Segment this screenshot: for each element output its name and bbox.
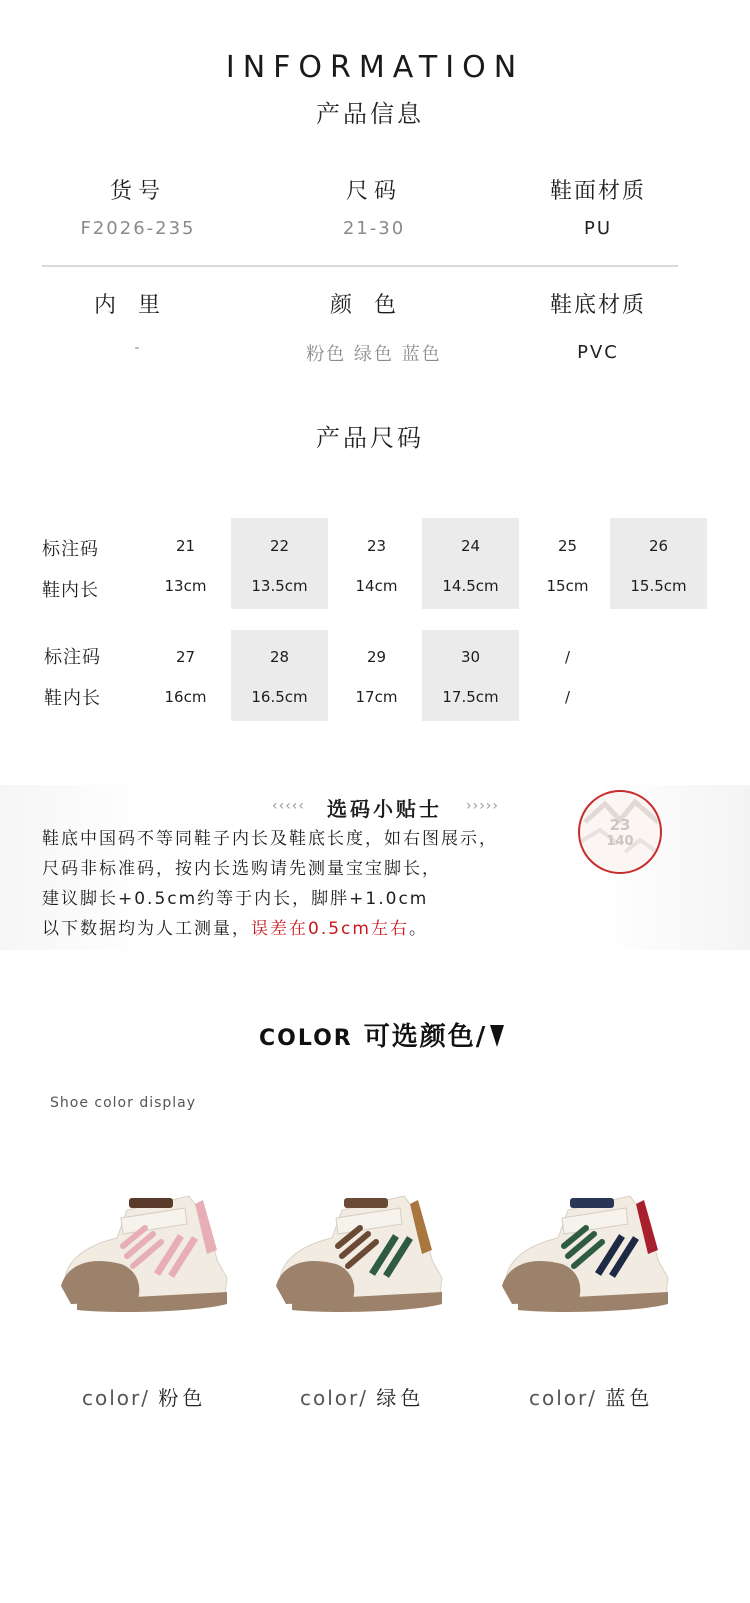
tips-line: 建议脚长+0.5cm约等于内长，脚胖+1.0cm <box>42 889 429 909</box>
color-label-name: 蓝色 <box>605 1386 654 1410</box>
size-value: 26 <box>648 537 669 555</box>
color-label-blue <box>529 1382 653 1411</box>
badge-length-text: 140 <box>606 834 634 849</box>
down-triangle-icon <box>490 1025 504 1047</box>
tips-line: 尺码非标准码，按内长选购请先测量宝宝脚长， <box>42 859 441 879</box>
info-label-upper: 鞋面材质 <box>549 179 646 204</box>
length-value: 14cm <box>355 577 398 595</box>
tips-line <box>42 914 428 939</box>
info-label-sole: 鞋底材质 <box>549 293 646 318</box>
length-row-label: 鞋内长 <box>44 688 101 709</box>
tips-text: 。 <box>408 919 428 939</box>
color-label-name: 粉色 <box>158 1386 207 1410</box>
size-chart-title: 产品尺码 <box>316 424 424 452</box>
info-value-size: 21-30 <box>342 218 406 239</box>
info-value-lining: - <box>134 340 142 356</box>
shoe-image-blue <box>498 1190 678 1320</box>
color-label-prefix: color/ <box>82 1386 150 1410</box>
size-value: 28 <box>269 648 290 666</box>
shoe-green-icon <box>272 1190 452 1320</box>
length-value: 13cm <box>164 577 207 595</box>
info-value-item-no: F2026-235 <box>80 218 196 239</box>
size-row-label: 标注码 <box>42 539 99 560</box>
size-value: 24 <box>460 537 481 555</box>
size-cell-shade <box>610 518 707 609</box>
sole-size-badge <box>578 790 662 874</box>
shoe-blue-icon <box>498 1190 678 1320</box>
size-value: 29 <box>366 648 387 666</box>
info-value-sole: PVC <box>577 342 619 363</box>
size-value: 21 <box>175 537 196 555</box>
size-value: / <box>564 648 571 666</box>
info-label-item-no: 货号 <box>109 179 166 204</box>
color-label-prefix: color/ <box>300 1386 368 1410</box>
shoe-display-caption: Shoe color display <box>50 1095 197 1111</box>
size-value: 25 <box>557 537 578 555</box>
tips-text: 以下数据均为人工测量， <box>42 919 251 939</box>
color-label-pink <box>82 1382 206 1411</box>
size-cell-shade <box>422 518 519 609</box>
length-value: 16.5cm <box>251 688 308 706</box>
size-value: 23 <box>366 537 387 555</box>
info-value-upper: PU <box>583 218 613 239</box>
tips-title: 选码小贴士 <box>327 797 442 821</box>
shoe-pink-icon <box>57 1190 237 1320</box>
info-divider <box>42 265 678 267</box>
color-heading-cn: 可选颜色/ <box>363 1022 488 1052</box>
length-value: 15cm <box>546 577 589 595</box>
badge-size-text: 23 <box>609 816 631 834</box>
info-label-lining: 内里 <box>93 293 182 318</box>
length-value: 17cm <box>355 688 398 706</box>
tips-deco-right: ››››› <box>466 798 499 814</box>
color-heading <box>259 1016 504 1053</box>
tips-deco-left: ‹‹‹‹‹ <box>272 798 305 814</box>
info-label-size: 尺码 <box>345 179 402 204</box>
length-row-label: 鞋内长 <box>42 580 99 601</box>
color-label-name: 绿色 <box>376 1386 425 1410</box>
shoe-image-pink <box>57 1190 237 1320</box>
color-label-green <box>300 1382 424 1411</box>
tips-highlight: 误差在0.5cm左右 <box>251 919 409 939</box>
info-label-color: 颜色 <box>329 293 418 318</box>
length-value: 16cm <box>164 688 207 706</box>
size-value: 22 <box>269 537 290 555</box>
page-title-cn: 产品信息 <box>316 100 424 128</box>
size-cell-shade <box>422 630 519 721</box>
length-value: 15.5cm <box>630 577 687 595</box>
tips-line: 鞋底中国码不等同鞋子内长及鞋底长度，如右图展示， <box>42 829 498 849</box>
size-value: 30 <box>460 648 481 666</box>
length-value: 13.5cm <box>251 577 308 595</box>
size-cell-shade <box>231 518 328 609</box>
color-label-prefix: color/ <box>529 1386 597 1410</box>
size-row-label: 标注码 <box>44 647 101 668</box>
size-value: 27 <box>175 648 196 666</box>
shoe-image-green <box>272 1190 452 1320</box>
length-value: 17.5cm <box>442 688 499 706</box>
page-title-en: INFORMATION <box>225 50 525 85</box>
length-value: 14.5cm <box>442 577 499 595</box>
length-value: / <box>564 688 571 706</box>
color-heading-latin: COLOR <box>259 1026 353 1051</box>
size-cell-shade <box>231 630 328 721</box>
info-value-colors: 粉色 绿色 蓝色 <box>306 344 442 365</box>
